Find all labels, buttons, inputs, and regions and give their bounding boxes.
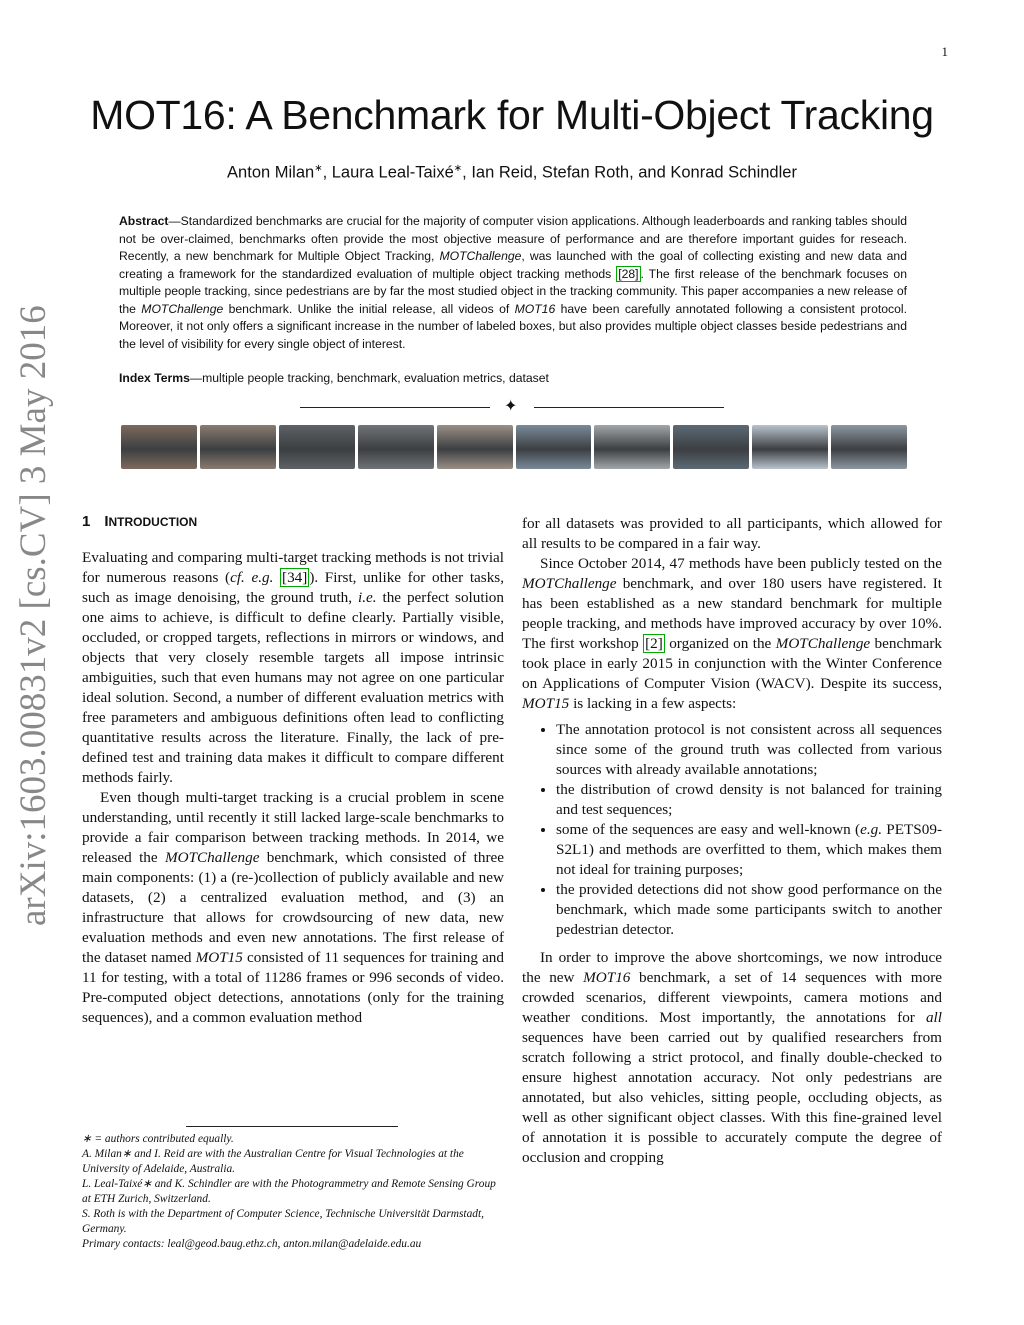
author-leal-taixe: Laura Leal-Taixé [331,163,454,182]
right-column [522,514,942,1168]
citation-link[interactable]: [34] [282,569,308,586]
text: benchmark, which consisted of three main components: (1) a (re-)collection of publicly available and new datasets, (2) a centralized evaluation method, and (3) an infrastructure that allows for crowdsourcing of new data, new evaluation methods and even new annotations. The first release of the dataset named [82,849,504,966]
list-item: • the distribution of crowd density is not balanced for training and test sequences; [556,780,942,820]
footnote: S. Roth is with the Department of Computer Science, Technische Universität Darmstadt, Germany. [82,1208,485,1235]
text: consisted of 11 sequences for training and 11 for testing, with a total of 11286 frames or 996 seconds of video. Pre-computed object detections, annotations (only for the training sequences), and a common evaluation method [82,949,504,1026]
section-number: 1 [82,513,91,530]
section-heading [82,513,197,530]
emph: MOT15 [522,695,570,712]
footnote: A. Milan∗ and I. Reid are with the Australian Centre for Visual Technologies at the University of Adelaide, Australia. [82,1148,464,1175]
index-terms [119,371,907,385]
divider-line-left [300,407,490,408]
text: benchmark, and over 180 users have registered. It has been established as a new standard benchmark for multiple people tracking, and methods have improved accuracy by over 10%. The first workshop [522,575,942,652]
equal-contrib-mark: ∗ [453,163,463,174]
section-title-rest: NTRODUCTION [108,515,198,529]
emph: MOT16 [583,969,631,986]
sequence-thumbnail [673,425,749,469]
footnote-rule [186,1126,398,1127]
text: In order to improve the above shortcomings, we now introduce the new [522,949,942,986]
author-others: Ian Reid, Stefan Roth, and Konrad Schindler [471,163,797,182]
emph: i.e. [358,589,377,606]
emph: MOTChallenge [164,849,260,866]
abstract-label: Abstract [119,214,169,228]
author-list: Anton Milan∗, Laura Leal-Taixé∗, Ian Reid, Stefan Roth, and Konrad Schindler [227,163,797,182]
list-item: • the provided detections did not show good performance on the benchmark, which made some participants switch to another pedestrian detector. [556,880,942,940]
text: sequences have been carried out by qualified researchers from scratch following a strict protocol, and finally double-checked to ensure highest annotation accuracy. Not only pedestrians are annotated, but also vehicles, sitting people, occluding objects, as well as other significant object classes. With this fine-grained level of annotation it is possible to accurately compute the degree of occlusion and cropping [522,1029,942,1166]
paragraph [522,948,942,1168]
text: Even though multi-target tracking is a crucial problem in scene understanding, until recently it still lacked large-scale benchmarks to provide a fair comparison between tracking methods. In 2014, we released the [82,789,504,866]
list-item [556,820,942,880]
text: organized on the [664,635,776,652]
arxiv-stamp: arXiv:1603.00831v2 [cs.CV] 3 May 2016 [13,305,54,926]
sequence-thumbnail [831,425,907,469]
text: some of the sequences are easy and well-known ( [556,821,861,838]
text: PETS09-S2L1) and methods are overfitted to them, which makes them not ideal for training purposes; [556,821,942,878]
footnote: L. Leal-Taixé∗ and K. Schindler are with the Photogrammetry and Remote Sensing Group at ETH Zurich, Switzerland. [82,1178,496,1205]
text: is lacking in a few aspects: [569,695,737,712]
abstract-emph: MOTChallenge [439,249,522,263]
text: Since October 2014, 47 methods have been publicly tested on the [540,555,942,572]
emph: e.g. [860,821,883,838]
divider-line-right [534,407,724,408]
paragraph [82,548,504,788]
abstract-text: —Standardized benchmarks are crucial for the majority of computer vision applications. Although leaderboards and ranking tables should not be over-claimed, benchmarks often provide the most objective measure of performance and are therefore important guides for reseach. Recently, a new benchmark for Multiple Object Tracking, [119,214,907,263]
emph: all [925,1009,942,1026]
sequence-thumbnail [437,425,513,469]
abstract-emph: MOT16 [514,301,556,316]
paper-title: MOT16: A Benchmark for Multi-Object Tracking [90,92,934,138]
abstract-emph: MOTChallenge [141,301,224,316]
equal-contrib-mark: ∗ [314,163,323,174]
section-title-initial: I [104,513,109,530]
text: Evaluating and comparing multi-target tracking methods is not trivial for numerous reasons ( [82,549,504,586]
index-terms-label: Index Terms [119,371,190,385]
abstract-text: benchmark. Unlike the initial release, all videos of [223,301,515,316]
citation-link[interactable]: [2] [645,635,663,652]
author-milan: Anton Milan [227,163,315,182]
sequence-thumbnail [279,425,355,469]
sequence-thumbnail [516,425,592,469]
abstract-text: , was launched with the goal of collecting existing and new data and creating a framework for the standardized evaluation of multiple object tracking methods [119,249,907,281]
emph: MOT15 [195,949,243,966]
section-divider [300,398,724,415]
text: the perfect solution one aims to achieve, is difficult to define clearly. Partially visible, occluded, or cropped targets, reflections in mirrors or windows, and objects that very closely resemble targets all impose intrinsic ambiguities, such that even humans may not agree on one particular ideal solution. Second, a number of different evaluation metrics with free parameters and ambiguous definitions often lead to conflicting quantitative results across the literature. Finally, the lack of pre-defined test and training data makes it difficult to compare different methods fairly. [82,589,504,786]
abstract [119,213,907,353]
emph: MOTChallenge [775,635,871,652]
text: benchmark, a set of 14 sequences with more crowded scenarios, different viewpoints, camera motions and weather conditions. Most importantly, the annotations for [522,969,942,1026]
paragraph [522,554,942,714]
sequence-thumbnail [752,425,828,469]
abstract-text: have been carefully annotated following a consistent protocol. Moreover, it not only offers a significant increase in the number of labeled boxes, but also provides multiple object classes beside pedestrians and the level of visibility for every single object of interest. [119,301,907,351]
emph: cf. e.g. [230,569,274,586]
footnote: ∗ = authors contributed equally. [82,1133,234,1145]
sequence-thumbnail [358,425,434,469]
emph: MOTChallenge [522,575,617,592]
sequence-thumbnail [200,425,276,469]
paragraph: for all datasets was provided to all participants, which allowed for all results to be compared in a fair way. [522,515,942,552]
left-column [82,548,504,1028]
page-number: 1 [941,44,948,59]
footnote: Primary contacts: leal@geod.baug.ethz.ch, anton.milan@adelaide.edu.au [82,1238,422,1250]
sequence-thumbnail [121,425,197,469]
abstract-text: . The first release of the benchmark focuses on multiple people tracking, since pedestrians are by far the most studied object in the tracking community. This paper accompanies a new release of the [119,266,907,316]
list-item: • The annotation protocol is not consistent across all sequences since some of the ground truth was collected from various sources with already available annotations; [556,720,942,780]
index-terms-text: —multiple people tracking, benchmark, evaluation metrics, dataset [189,371,549,385]
divider-star-icon: ✦ [504,398,518,415]
sequence-thumbnail-strip [121,425,907,469]
text: ). First, unlike for other tasks, such as image denoising, the ground truth, [82,569,504,606]
text: benchmark took place in early 2015 in conjunction with the Winter Conference on Applications of Computer Vision (WACV). Despite its success, [522,635,943,692]
citation-link[interactable]: [28] [618,266,639,281]
footnotes [82,1132,504,1252]
shortcomings-list [522,720,942,940]
paragraph [82,788,504,1028]
sequence-thumbnail [594,425,670,469]
